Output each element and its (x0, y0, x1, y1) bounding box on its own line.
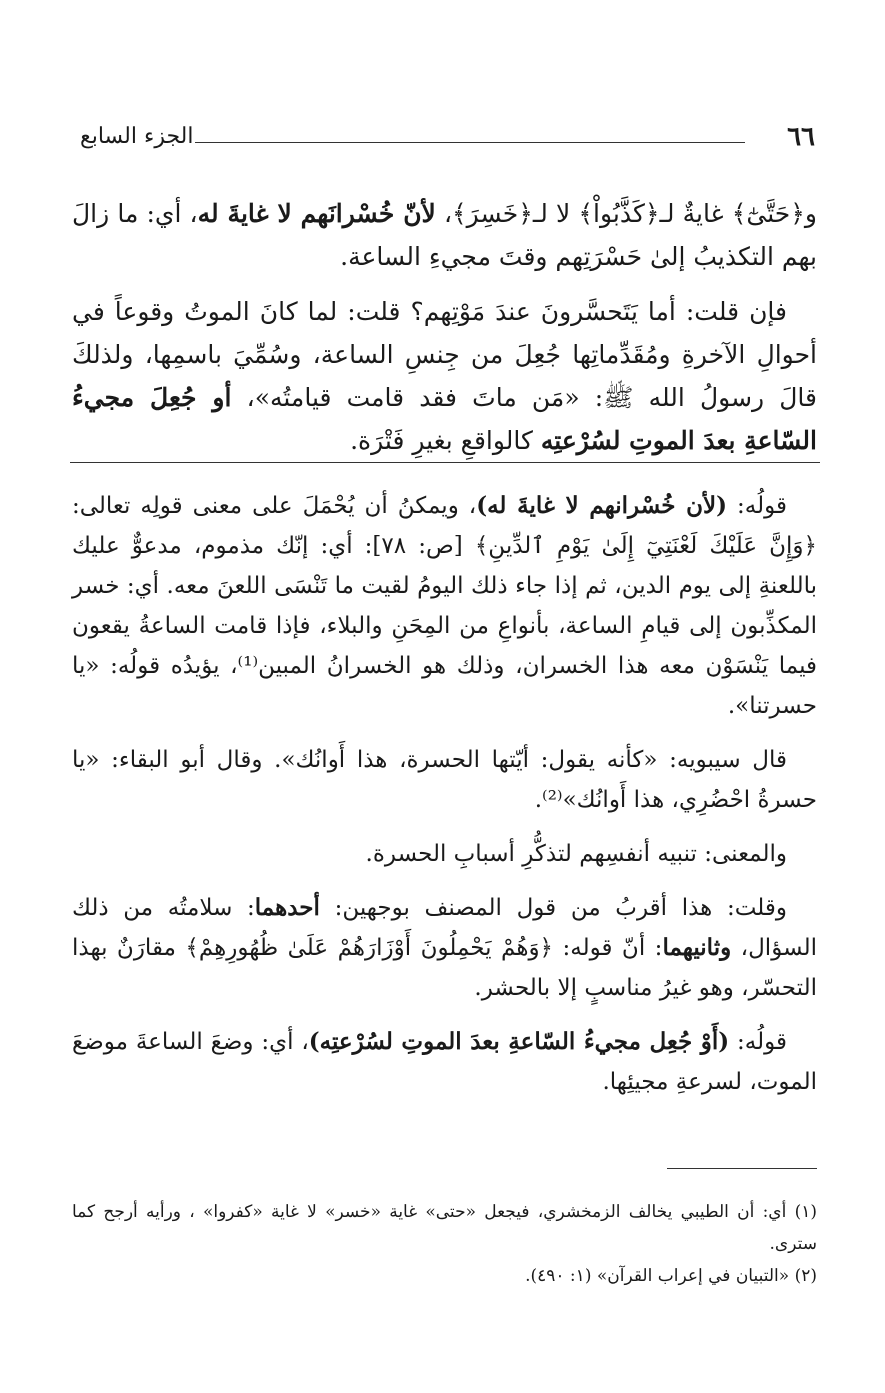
footnotes (72, 1196, 817, 1292)
commentary-bold-span: (أَوْ جُعِل مجيءُ السّاعةِ بعدَ الموتِ لسُرْعتِه) (308, 1028, 730, 1055)
main-bold-span: أو جُعِلَ مجيءُ السّاعةِ بعدَ الموتِ لسُرْعتِه (72, 383, 817, 455)
commentary-span: ، ويمكنُ أن يُحْمَلَ على معنى قولِه تعالى: ﴿وَإِنَّ عَلَيْكَ لَعْنَتِيٓ إِلَىٰ يَوْمِ ٱلدِّينِ﴾ [ص: ٧٨]: أي: إنّك مذموم، مدعوٌّ عليك باللعنةِ إلى يوم الدين، ثم إذا جاء ذلك اليومُ لقيت ما تَنْسَى اللعنَ معه. أي: خسر المكذِّبون إلى قيامِ الساعة، بأنواعِ من المِحَنِ والبلاء، فإذا قامت الساعةُ يقعون فيما يَنْسَوْن معه هذا الخسران، وذلك هو الخسرانُ المبين⁽¹⁾، يؤيدُه قولُه: «يا حسرتنا». (72, 493, 818, 719)
main-text-span: كالواقعِ بغيرِ فَتْرَة. (350, 426, 541, 455)
main-bold-span: لأنّ خُسْرانَهم لا غايةَ له (197, 199, 436, 228)
main-paragraph-1 (72, 192, 817, 278)
commentary-bold-span: أحدهما (254, 894, 320, 921)
main-text (72, 192, 817, 474)
main-paragraph-2 (72, 290, 817, 462)
footnote-rule (667, 1168, 817, 1169)
commentary-span: : أنّ قوله: ﴿وَهُمْ يَحْمِلُونَ أَوْزَارَهُمْ عَلَىٰ ظُهُورِهِمْ﴾ مقارَنٌ بهذا التحسّر، وهو غيرُ مناسبٍ إلا بالحشر. (72, 935, 817, 1001)
page-number: ٦٦ (787, 122, 815, 152)
commentary-paragraph-3: والمعنى: تنبيه أنفسِهم لتذكُّرِ أسبابِ الحسرة. (365, 841, 787, 867)
footnote-2: (٢) «التبيان في إعراب القرآن» (١: ٤٩٠). (525, 1266, 817, 1286)
running-title: الجزء السابع (80, 124, 194, 149)
main-text-span: ، أي: ما زالَ بهم التكذيبُ إلىٰ حَسْرَتِهم وقتَ مجيءِ الساعة. (72, 199, 817, 271)
commentary-span: : سلامتُه من ذلك السؤال، (72, 895, 817, 961)
commentary (72, 486, 817, 1116)
commentary-paragraph-5 (72, 1022, 817, 1102)
commentary-paragraph-2: قال سيبويه: «كأنه يقول: أيّتها الحسرة، هذا أَوانُك». وقال أبو البقاء: «يا حسرةُ احْضُرِي، هذا أَوانُك»⁽²⁾. (72, 747, 817, 813)
page-header (80, 122, 815, 162)
footnote-1: (١) أي: أن الطيبي يخالف الزمخشري، فيجعل «حتى» غاية «خسر» لا غاية «كفروا» ، ورأيه أرجح كما سترى. (72, 1202, 817, 1254)
main-text-span: فإن قلت: أما يَتَحسَّرونَ عندَ مَوْتِهم؟ قلت: لما كانَ الموتُ وقوعاً في أحوالِ الآخرةِ ومُقَدِّماتِها جُعِلَ من جِنسِ الساعة، وسُمِّيَ باسمِها، ولذلكَ قالَ رسولُ الله ﷺ: «مَن ماتَ فقد قامت قيامتُه»، (72, 297, 817, 412)
header-rule (195, 142, 745, 143)
commentary-span: قولُه: (727, 493, 787, 519)
commentary-span: قولُه: (729, 1029, 787, 1055)
section-divider (70, 462, 820, 463)
commentary-span: ، أي: وضعَ الساعةَ موضعَ الموت، لسرعةِ مجيئِها. (72, 1029, 817, 1095)
commentary-paragraph-1 (72, 486, 817, 726)
commentary-bold-span: وثانيهما (662, 934, 732, 961)
commentary-paragraph-4 (72, 888, 817, 1008)
commentary-span: وقلت: هذا أقربُ من قول المصنف بوجهين: (319, 895, 787, 921)
commentary-bold-span: (لأن خُسْرانهم لا غايةَ له) (476, 492, 728, 519)
main-text-span: و﴿حَتَّىٰٓ﴾ غايةٌ لـ﴿كَذَّبُواْ﴾ لا لـ﴿خَسِرَ﴾، (435, 199, 817, 228)
